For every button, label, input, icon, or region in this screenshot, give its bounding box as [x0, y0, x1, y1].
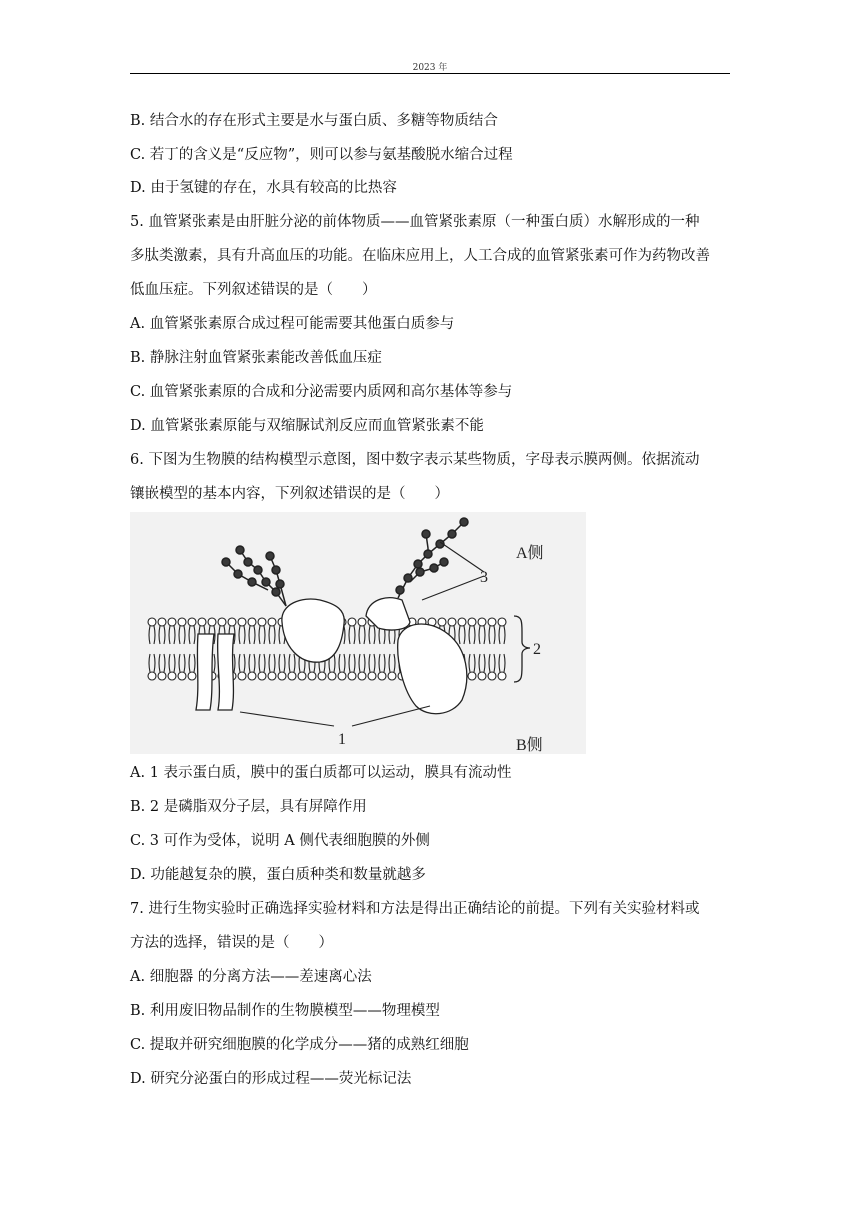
q7-option-b: B. 利用废旧物品制作的生物膜模型——物理模型 [130, 1003, 440, 1019]
label-1: 1 [338, 731, 346, 748]
q7-stem-line2: 方法的选择，错误的是（ ） [130, 935, 333, 951]
phospholipid-head [208, 618, 216, 626]
phospholipid-head [468, 618, 476, 626]
phospholipid-head [168, 672, 176, 680]
phospholipid-head [318, 672, 326, 680]
label-3: 3 [480, 569, 488, 586]
phospholipid-head [358, 618, 366, 626]
phospholipid-head [298, 672, 306, 680]
q6-stem-line1: 6. 下图为生物膜的结构模型示意图，图中数字表示某些物质，字母表示膜两侧。依据流动 [130, 452, 700, 468]
phospholipid-head [198, 618, 206, 626]
phospholipid-head [348, 618, 356, 626]
phospholipid-head [218, 618, 226, 626]
q7-stem-line1: 7. 进行生物实验时正确选择实验材料和方法是得出正确结论的前提。下列有关实验材料或 [130, 901, 700, 917]
q4-option-c: C. 若丁的含义是“反应物”，则可以参与氨基酸脱水缩合过程 [130, 147, 513, 163]
q6-option-d: D. 功能越复杂的膜，蛋白质种类和数量就越多 [130, 867, 426, 883]
phospholipid-head [488, 618, 496, 626]
phospholipid-head [158, 672, 166, 680]
phospholipid-head [348, 672, 356, 680]
q7-option-c: C. 提取并研究细胞膜的化学成分——猪的成熟红细胞 [130, 1037, 469, 1053]
phospholipid-head [158, 618, 166, 626]
phospholipid-head [278, 672, 286, 680]
q5-option-c: C. 血管紧张素原的合成和分泌需要内质网和高尔基体等参与 [130, 384, 513, 400]
q4-option-b: B. 结合水的存在形式主要是水与蛋白质、多糖等物质结合 [130, 113, 498, 129]
side-a-label: A侧 [516, 545, 544, 562]
phospholipid-head [248, 618, 256, 626]
phospholipid-head [148, 618, 156, 626]
label-2: 2 [533, 641, 541, 658]
phospholipid-head [338, 672, 346, 680]
phospholipid-head [448, 618, 456, 626]
phospholipid-head [268, 672, 276, 680]
phospholipid-head [478, 672, 486, 680]
header-rule [130, 73, 730, 74]
phospholipid-head [388, 672, 396, 680]
q5-option-a: A. 血管紧张素原合成过程可能需要其他蛋白质参与 [130, 316, 455, 332]
q6-option-b: B. 2 是磷脂双分子层，具有屏障作用 [130, 799, 367, 815]
phospholipid-head [178, 618, 186, 626]
phospholipid-head [328, 672, 336, 680]
page-header: 2023 年 [412, 63, 448, 73]
phospholipid-head [468, 672, 476, 680]
phospholipid-head [378, 672, 386, 680]
phospholipid-head [308, 672, 316, 680]
q5-stem-line2: 多肽类激素，具有升高血压的功能。在临床应用上，人工合成的血管紧张素可作为药物改善 [130, 248, 710, 264]
q5-stem-line1: 5. 血管紧张素是由肝脏分泌的前体物质——血管紧张素原（一种蛋白质）水解形成的一种 [130, 214, 700, 230]
phospholipid-head [368, 672, 376, 680]
side-b-label: B侧 [516, 737, 543, 754]
phospholipid-head [488, 672, 496, 680]
q6-option-c: C. 3 可作为受体，说明 A 侧代表细胞膜的外侧 [130, 833, 430, 849]
q5-stem-line3: 低血压症。下列叙述错误的是（ ） [130, 282, 377, 298]
q5-option-d: D. 血管紧张素原能与双缩脲试剂反应而血管紧张素不能 [130, 418, 484, 434]
phospholipid-head [478, 618, 486, 626]
q5-option-b: B. 静脉注射血管紧张素能改善低血压症 [130, 350, 382, 366]
phospholipid-head [288, 672, 296, 680]
phospholipid-head [258, 672, 266, 680]
phospholipid-head [168, 618, 176, 626]
phospholipid-head [458, 618, 466, 626]
q7-option-a: A. 细胞器 的分离方法——差速离心法 [130, 969, 372, 985]
phospholipid-head [188, 672, 196, 680]
phospholipid-head [148, 672, 156, 680]
q7-option-d: D. 研究分泌蛋白的形成过程——荧光标记法 [130, 1071, 412, 1087]
phospholipid-head [438, 618, 446, 626]
phospholipid-head [238, 672, 246, 680]
phospholipid-head [238, 618, 246, 626]
phospholipid-head [258, 618, 266, 626]
phospholipid-head [498, 672, 506, 680]
phospholipid-head [178, 672, 186, 680]
phospholipid-head [358, 672, 366, 680]
phospholipid-head [498, 618, 506, 626]
membrane-diagram [130, 512, 586, 754]
q4-option-d: D. 由于氢键的存在，水具有较高的比热容 [130, 180, 397, 196]
phospholipid-head [228, 618, 236, 626]
phospholipid-head [248, 672, 256, 680]
q6-option-a: A. 1 表示蛋白质，膜中的蛋白质都可以运动，膜具有流动性 [130, 765, 512, 781]
q6-stem-line2: 镶嵌模型的基本内容，下列叙述错误的是（ ） [130, 486, 449, 502]
phospholipid-head [188, 618, 196, 626]
phospholipid-head [268, 618, 276, 626]
